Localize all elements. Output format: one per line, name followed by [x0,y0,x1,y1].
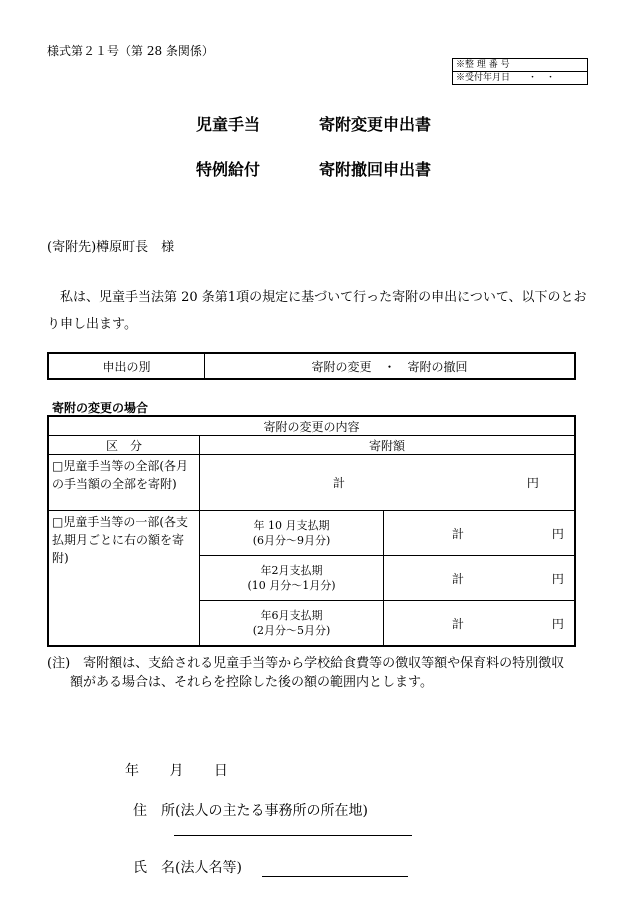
amount-field-february[interactable] [384,556,576,601]
category-header: 区 分 [48,436,200,455]
change-details-table [47,415,576,647]
declaration-text: 私は、児童手当法第 20 条第1項の規定に基づいて行った寄附の申出について、以下のとおり申し出ます。 [47,290,587,332]
note-line-1: (注) 寄附額は、支給される児童手当等から学校給食費等の徴収等額や保育料の特別徴収 [47,656,565,671]
address-input-line[interactable] [174,835,412,836]
request-kind-label: 申出の別 [48,353,205,379]
address-label: 住 所(法人の主たる事務所の所在地) [133,803,368,819]
total-label: 計 [451,571,464,586]
office-use-box [452,58,588,85]
total-label: 計 [332,476,345,490]
period-label: 年2月支払期 [260,564,323,577]
title-right-2: 寄附撤回申出書 [319,160,432,179]
date-field[interactable]: 年 月 日 [125,763,228,779]
change-table-title: 寄附の変更の内容 [48,416,575,436]
total-label: 計 [451,616,464,631]
request-kind-options[interactable]: 寄附の変更 ・ 寄附の撤回 [205,353,576,379]
request-kind-table [47,352,576,380]
yen-label: 円 [526,476,539,490]
period-october [200,511,384,556]
yen-label: 円 [551,616,564,631]
period-february [200,556,384,601]
amount-field-october[interactable] [384,511,576,556]
change-section-heading: 寄附の変更の場合 [52,401,149,415]
name-label: 氏 名(法人名等) [133,860,242,876]
period-june [200,601,384,647]
partial-benefit-option[interactable]: □児童手当等の一部(各支払期月ごとに右の額を寄附) [48,511,200,647]
period-range: (6月分～9月分) [252,534,331,547]
note [47,654,587,692]
title-left-2: 特例給付 [196,160,261,179]
yen-label: 円 [551,526,564,541]
total-label: 計 [451,526,464,541]
yen-label: 円 [551,571,564,586]
title-right-1: 寄附変更申出書 [319,115,432,134]
form-number: 様式第２１号（第 28 条関係） [47,44,214,58]
addressee: (寄附先)樽原町長 様 [47,240,175,255]
office-received-date: ※受付年月日 ・ ・ [453,71,587,84]
period-range: (2月分～5月分) [252,624,331,637]
period-range: (10 月分～1月分) [247,579,336,592]
amount-header: 寄附額 [200,436,576,455]
name-input-line[interactable] [262,876,408,877]
all-benefit-option[interactable]: □児童手当等の全部(各月の手当額の全部を寄附) [48,455,200,511]
office-reference-number: ※整 理 番 号 [456,60,510,70]
note-line-2: 額がある場合は、それらを控除した後の額の範囲内とします。 [70,675,433,690]
period-label: 年 10 月支払期 [253,519,330,532]
amount-field-june[interactable] [384,601,576,647]
period-label: 年6月支払期 [260,609,323,622]
all-benefit-amount-field[interactable] [200,455,576,511]
title-left-1: 児童手当 [196,115,261,134]
